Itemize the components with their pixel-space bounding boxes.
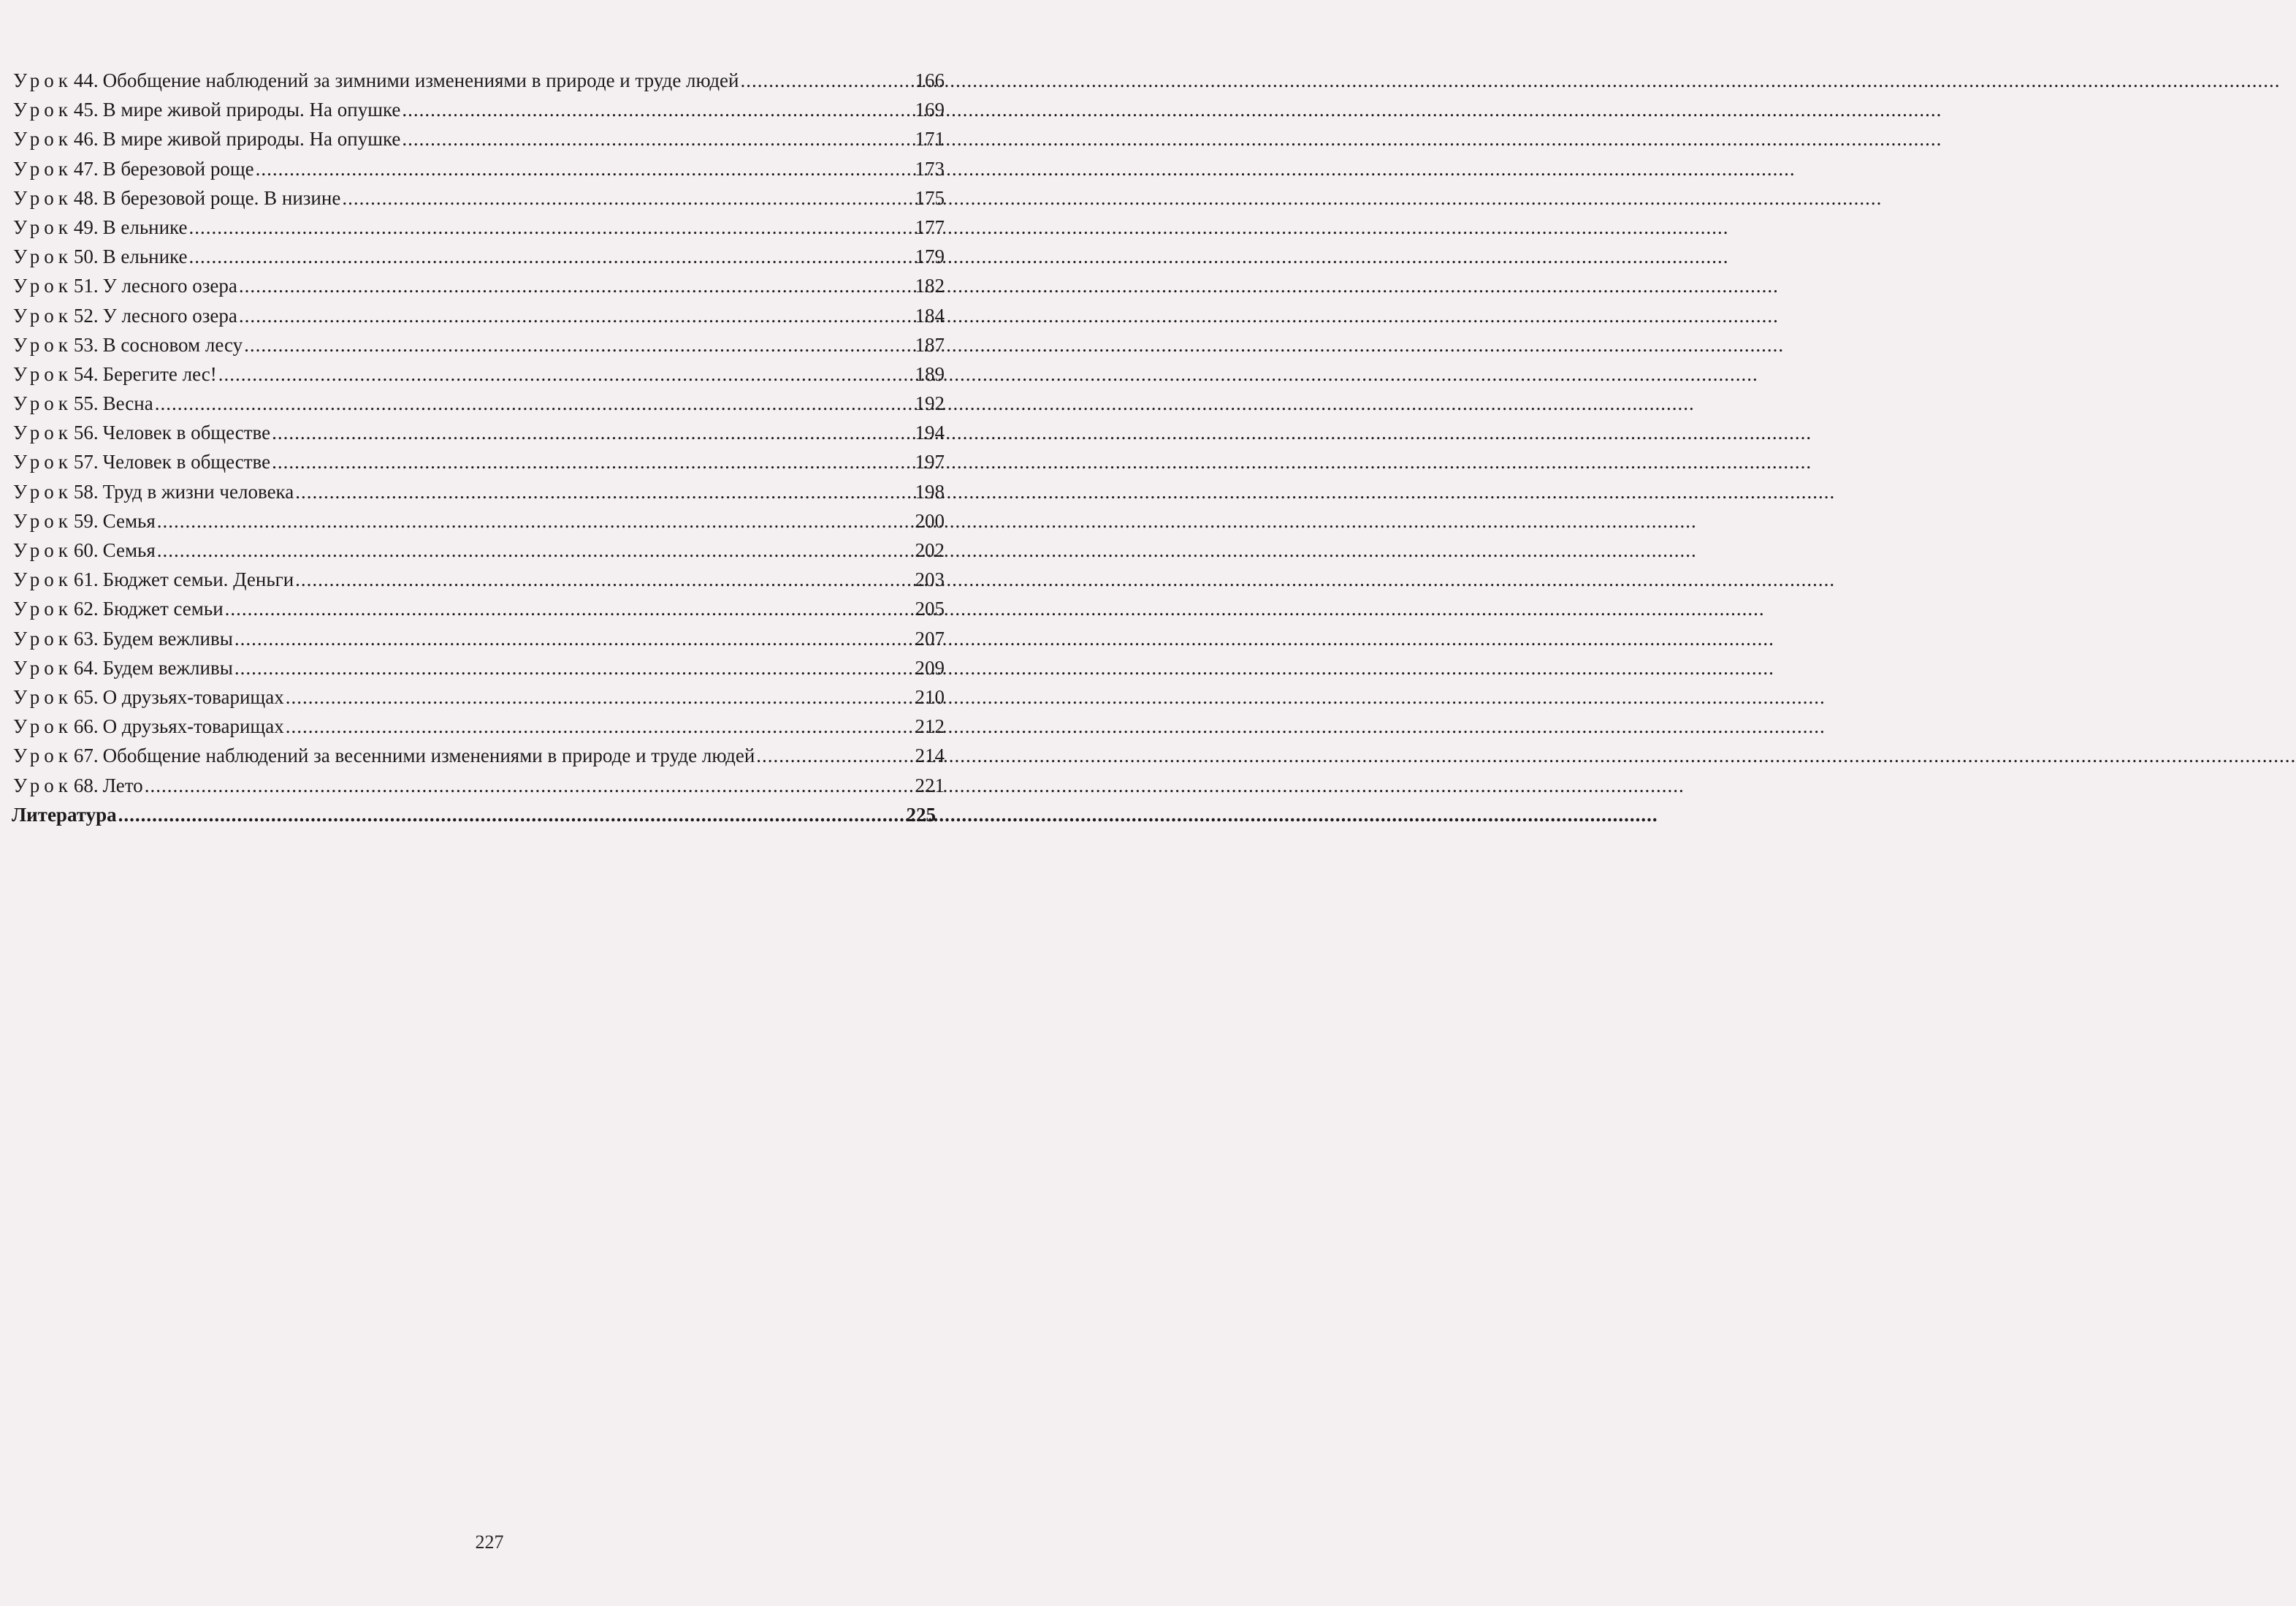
toc-row [13, 565, 945, 594]
toc-lesson-word: Урок [13, 216, 72, 238]
toc-row [13, 712, 945, 741]
toc-row [13, 330, 945, 359]
toc-leader-dots [286, 682, 907, 712]
toc-page-number: 209 [915, 656, 945, 679]
toc-row [13, 95, 945, 124]
toc-lesson-number: 55. [73, 392, 99, 415]
toc-lesson-number: 50. [73, 246, 99, 268]
toc-lesson-title: Бюджет семьи. Деньги [102, 568, 294, 591]
table-of-contents [13, 66, 945, 829]
toc-lesson-title: О друзьях-товарищах [102, 685, 284, 708]
toc-lesson-number: 57. [73, 451, 99, 473]
toc-leader-dots [188, 213, 907, 242]
toc-rows [13, 66, 945, 829]
toc-lesson-number: 54. [73, 362, 99, 385]
toc-leader-dots [118, 800, 898, 829]
toc-leader-dots [239, 301, 907, 330]
toc-page-number: 179 [915, 246, 945, 268]
toc-lesson-number: 51. [73, 275, 99, 297]
toc-leader-dots [342, 183, 907, 213]
toc-leader-dots [155, 389, 907, 418]
toc-lesson-word: Урок [13, 186, 72, 209]
toc-row [13, 594, 945, 623]
toc-lesson-title: Весна [102, 392, 153, 415]
toc-row [13, 682, 945, 712]
toc-leader-dots [218, 359, 907, 389]
toc-leader-dots [272, 447, 907, 476]
toc-leader-dots [756, 741, 907, 770]
toc-lesson-number: 68. [73, 774, 99, 796]
toc-row [13, 359, 945, 389]
toc-lesson-word: Урок [13, 539, 72, 561]
toc-leader-dots [256, 154, 907, 183]
toc-lesson-word: Урок [13, 656, 72, 679]
book-page [0, 0, 1072, 1606]
toc-lesson-title: Семья [102, 539, 156, 561]
toc-lesson-word: Урок [13, 304, 72, 327]
toc-lesson-title: Семья [102, 509, 156, 532]
toc-lesson-title: О друзьях-товарищах [102, 715, 284, 738]
toc-lesson-title: В березовой роще [102, 157, 254, 180]
toc-row [13, 66, 945, 95]
toc-lesson-word: Урок [13, 685, 72, 708]
toc-lesson-number: 60. [73, 539, 99, 561]
toc-lesson-title: Обобщение наблюдений за весенними изменениями в природе и труде людей [102, 745, 755, 767]
toc-lesson-number: 63. [73, 627, 99, 650]
toc-lesson-word: Урок [13, 480, 72, 503]
toc-row [13, 183, 945, 213]
toc-row [13, 154, 945, 183]
toc-leader-dots [225, 594, 907, 623]
toc-lesson-number: 58. [73, 480, 99, 503]
toc-row [13, 653, 945, 682]
toc-lesson-number: 44. [73, 69, 99, 91]
toc-lesson-number: 66. [73, 715, 99, 738]
toc-lesson-title: Берегите лес! [102, 362, 217, 385]
toc-page-number: 198 [915, 480, 945, 503]
toc-lesson-title: Будем вежливы [102, 627, 233, 650]
toc-lesson-word: Урок [13, 362, 72, 385]
toc-lesson-title: В ельнике [102, 246, 188, 268]
toc-row [13, 124, 945, 153]
page-number: 227 [475, 1531, 504, 1553]
toc-page-number: 175 [915, 186, 945, 209]
toc-lesson-word: Урок [13, 627, 72, 650]
toc-leader-dots [272, 418, 907, 447]
toc-lesson-number: 53. [73, 333, 99, 356]
toc-leader-dots [402, 124, 907, 153]
toc-lesson-title: Бюджет семьи [102, 598, 224, 620]
toc-leader-dots [244, 330, 907, 359]
toc-page-number: 189 [915, 362, 945, 385]
toc-page-number: 210 [915, 685, 945, 708]
toc-lesson-title: В березовой роще. В низине [102, 186, 341, 209]
toc-lesson-title: В мире живой природы. На опушке [102, 128, 401, 151]
toc-row [13, 741, 945, 770]
toc-row-literature [12, 800, 936, 829]
toc-lesson-number: 67. [73, 745, 99, 767]
toc-leader-dots [157, 536, 907, 565]
toc-lesson-title: В мире живой природы. На опушке [102, 99, 401, 121]
toc-lesson-word: Урок [13, 568, 72, 591]
toc-lesson-title: У лесного озера [102, 275, 237, 297]
toc-lesson-number: 64. [73, 656, 99, 679]
toc-row [13, 477, 945, 506]
toc-lesson-word: Урок [13, 69, 72, 91]
toc-leader-dots [234, 653, 907, 682]
toc-literature-title: Литература [12, 803, 117, 826]
toc-lesson-word: Урок [13, 157, 72, 180]
toc-lesson-number: 46. [73, 128, 99, 151]
toc-lesson-word: Урок [13, 99, 72, 121]
toc-page-number: 182 [915, 275, 945, 297]
toc-row [13, 242, 945, 271]
toc-lesson-word: Урок [13, 275, 72, 297]
toc-page-number: 207 [915, 627, 945, 650]
toc-page-number: 212 [915, 715, 945, 738]
toc-leader-dots [402, 95, 907, 124]
toc-leader-dots [188, 242, 907, 271]
toc-page-number: 192 [915, 392, 945, 415]
toc-page-number: 194 [915, 422, 945, 444]
toc-row [13, 447, 945, 476]
toc-row [13, 418, 945, 447]
toc-lesson-word: Урок [13, 392, 72, 415]
toc-lesson-title: Человек в обществе [102, 451, 271, 473]
toc-lesson-word: Урок [13, 422, 72, 444]
toc-page-number: 171 [915, 128, 945, 151]
toc-lesson-word: Урок [13, 745, 72, 767]
toc-lesson-title: Человек в обществе [102, 422, 271, 444]
toc-lesson-number: 61. [73, 568, 99, 591]
toc-page-number: 187 [915, 333, 945, 356]
toc-page-number: 177 [915, 216, 945, 238]
toc-lesson-word: Урок [13, 774, 72, 796]
toc-row [13, 506, 945, 536]
toc-leader-dots [286, 712, 907, 741]
toc-page-number: 203 [915, 568, 945, 591]
toc-page-number: 205 [915, 598, 945, 620]
toc-lesson-word: Урок [13, 598, 72, 620]
toc-row [13, 536, 945, 565]
toc-lesson-number: 59. [73, 509, 99, 532]
toc-lesson-word: Урок [13, 246, 72, 268]
toc-page-number: 169 [915, 99, 945, 121]
toc-page-number: 166 [915, 69, 945, 91]
toc-row [13, 271, 945, 300]
toc-lesson-title: В ельнике [102, 216, 188, 238]
toc-page-number: 200 [915, 509, 945, 532]
toc-page-number: 197 [915, 451, 945, 473]
toc-leader-dots [234, 624, 907, 653]
toc-page-number: 184 [915, 304, 945, 327]
toc-row [13, 624, 945, 653]
toc-lesson-word: Урок [13, 333, 72, 356]
toc-literature-page: 225 [906, 803, 936, 826]
toc-lesson-title: В сосновом лесу [102, 333, 243, 356]
toc-lesson-number: 62. [73, 598, 99, 620]
toc-row [13, 389, 945, 418]
toc-row [13, 213, 945, 242]
toc-leader-dots [145, 771, 907, 800]
toc-lesson-word: Урок [13, 509, 72, 532]
toc-lesson-number: 65. [73, 685, 99, 708]
toc-page-number: 173 [915, 157, 945, 180]
toc-row [13, 301, 945, 330]
toc-page-number: 214 [915, 745, 945, 767]
toc-lesson-title: У лесного озера [102, 304, 237, 327]
toc-row [13, 771, 945, 800]
toc-lesson-title: Обобщение наблюдений за зимними изменениями в природе и труде людей [102, 69, 739, 91]
toc-leader-dots [239, 271, 907, 300]
toc-lesson-word: Урок [13, 715, 72, 738]
toc-leader-dots [741, 66, 907, 95]
toc-page-number: 221 [915, 774, 945, 796]
toc-leader-dots [157, 506, 907, 536]
toc-lesson-number: 56. [73, 422, 99, 444]
toc-lesson-number: 48. [73, 186, 99, 209]
toc-lesson-title: Будем вежливы [102, 656, 233, 679]
toc-lesson-title: Лето [102, 774, 143, 796]
toc-lesson-word: Урок [13, 451, 72, 473]
toc-lesson-number: 52. [73, 304, 99, 327]
toc-lesson-number: 49. [73, 216, 99, 238]
toc-leader-dots [295, 565, 907, 594]
toc-page-number: 202 [915, 539, 945, 561]
toc-lesson-number: 45. [73, 99, 99, 121]
toc-lesson-title: Труд в жизни человека [102, 480, 294, 503]
toc-lesson-number: 47. [73, 157, 99, 180]
toc-lesson-word: Урок [13, 128, 72, 151]
toc-leader-dots [295, 477, 907, 506]
